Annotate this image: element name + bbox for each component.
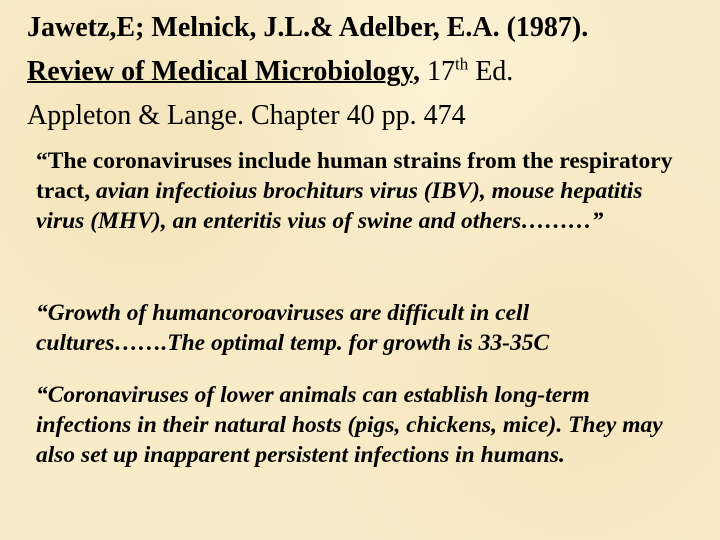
edition-suffix: Ed. bbox=[468, 56, 514, 87]
book-title: Review of Medical Microbiology, bbox=[27, 56, 420, 87]
citation-authors: Jawetz,E; Melnick, J.L.& Adelber, E.A. (1987). bbox=[27, 12, 589, 43]
edition-superscript: th bbox=[454, 54, 469, 74]
reference-citation bbox=[27, 6, 707, 138]
quote-coronavirus-strains bbox=[36, 146, 676, 236]
quote-1-lead: “The coronaviruses include human strains from the respiratory tract, bbox=[36, 148, 673, 204]
citation-publisher: Appleton & Lange. Chapter 40 pp. 474 bbox=[27, 100, 466, 131]
quote-growth-cultures: “Growth of humancoroaviruses are difficult in cell cultures…….The optimal temp. for growth is 33-35C bbox=[36, 300, 550, 356]
quote-long-term-infections: “Coronaviruses of lower animals can establish long-term infections in their natural hosts (pigs, chickens, mice). They may also set up inapparent persistent infections in humans. bbox=[36, 382, 663, 468]
citation-title-line bbox=[27, 50, 707, 94]
quote-1-italic: avian infectioius brochiturs virus (IBV), mouse hepatitis virus (MHV), an enteritis vius of swine and others………” bbox=[36, 178, 643, 234]
edition-number: 17 bbox=[419, 56, 455, 87]
